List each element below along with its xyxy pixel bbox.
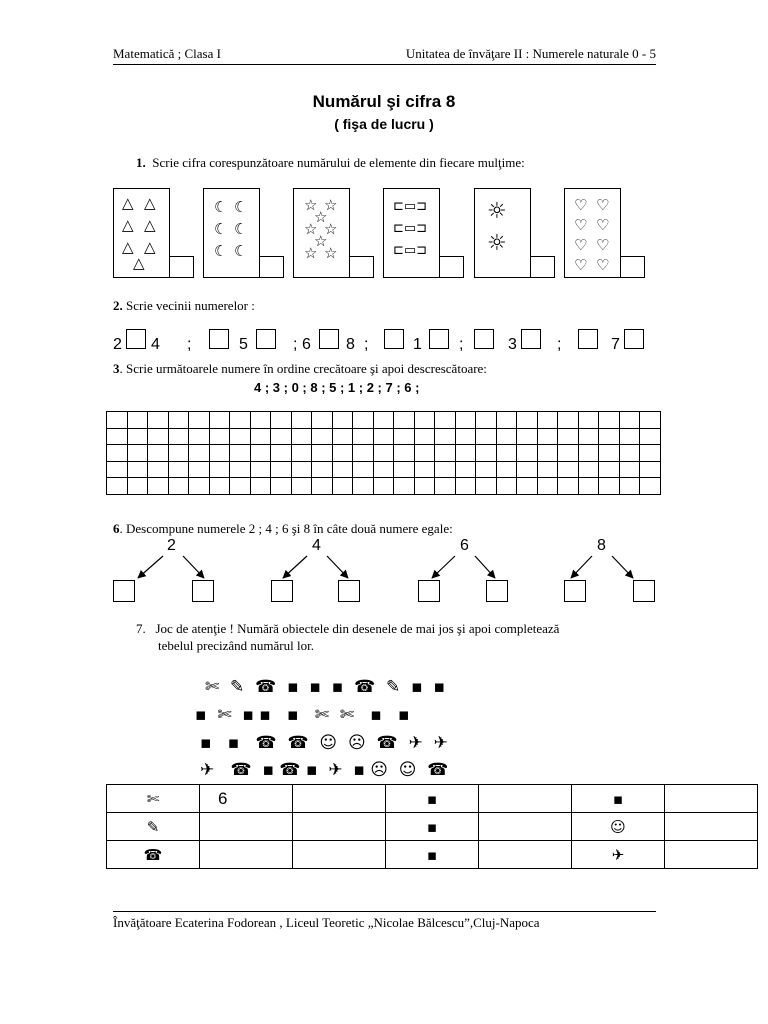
star-icon: ☆ [304, 196, 318, 214]
star-icon: ☆ [324, 196, 338, 214]
table-cell[interactable] [200, 841, 293, 869]
heart-icon: ♡ [574, 256, 588, 274]
sun-icon: ☼ [487, 231, 507, 256]
heart-icon: ♡ [596, 196, 610, 214]
heart-icon: ♡ [596, 236, 610, 254]
decompose-number: 4 [312, 537, 321, 554]
ex2-text: Scrie vecinii numerelor : [122, 298, 255, 313]
banner-icon: ⊏▭⊐ [393, 243, 428, 258]
heart-icon: ♡ [596, 256, 610, 274]
decompose-box[interactable] [192, 580, 214, 602]
moon-icon: ☾ [214, 242, 228, 260]
moon-icon: ☾ [234, 220, 248, 238]
neighbor-number: 8 [346, 336, 355, 353]
decompose-box[interactable] [564, 580, 586, 602]
separator: ; [364, 336, 369, 353]
table-cell[interactable]: 6 [200, 785, 293, 813]
ex1-text: Scrie cifra corespunzătoare numărului de elemente din fiecare mulţime: [152, 155, 525, 170]
table-row [107, 841, 758, 869]
table-cell: ☺ [572, 813, 665, 841]
page-title: Numărul şi cifra 8 [312, 92, 456, 111]
table-cell: ▪ [386, 841, 479, 869]
triangle-icon: △ [144, 238, 156, 256]
decompose-box[interactable] [338, 580, 360, 602]
ex6-number: 6 [113, 521, 120, 536]
decompose-number: 8 [597, 537, 606, 554]
star-icon: ☆ [304, 220, 318, 238]
ex3-numbers: 4 ; 3 ; 0 ; 8 ; 5 ; 1 ; 2 ; 7 ; 6 ; [254, 380, 420, 395]
decompose-box[interactable] [113, 580, 135, 602]
star-icon: ☆ [314, 232, 328, 250]
ex6-text: . Descompune numerele 2 ; 4 ; 6 şi 8 în câte două numere egale: [119, 521, 453, 536]
ex7-instruction [136, 621, 559, 637]
ex1-number: 1. [136, 155, 146, 170]
decompose-number: 2 [167, 537, 176, 554]
ex2-number: 2. [113, 298, 123, 313]
heart-icon: ♡ [574, 216, 588, 234]
decompose-box[interactable] [271, 580, 293, 602]
separator: ; [187, 336, 192, 353]
table-cell: ▪ [386, 813, 479, 841]
heart-icon: ♡ [596, 216, 610, 234]
table-cell: ▪ [386, 785, 479, 813]
moon-icon: ☾ [214, 220, 228, 238]
ex3-text: . Scrie următoarele numere în ordine crecătoare şi apoi descrescătoare: [119, 361, 487, 376]
neighbor-number: 3 [508, 336, 517, 353]
ex7-line2: tebelul precizând numărul lor. [158, 638, 314, 653]
banner-icon: ⊏▭⊐ [393, 221, 428, 236]
decompose-box[interactable] [486, 580, 508, 602]
objects-row: ✈ ☎ ▪ ☎ ▪ ✈ ▪ ☹ ☺ ☎ [200, 760, 449, 780]
table-cell[interactable] [293, 813, 386, 841]
triangle-icon: △ [144, 216, 156, 234]
header-right: Unitatea de învăţare II : Numerele naturale 0 - 5 [405, 46, 656, 61]
table-cell[interactable] [479, 785, 572, 813]
ex7-line1: Joc de atenţie ! Numără obiectele din desenele de mai jos şi apoi completează [155, 621, 560, 636]
objects-row: ▪ ▪ ☎ ☎ ☺ ☹ ☎ ✈ ✈ [200, 733, 448, 753]
table-cell: ☎ [107, 841, 200, 869]
table-cell[interactable] [479, 841, 572, 869]
neighbor-number: 7 [611, 336, 620, 353]
table-cell[interactable] [479, 813, 572, 841]
triangle-icon: △ [144, 194, 156, 212]
table-cell: ▪ [572, 785, 665, 813]
moon-icon: ☾ [214, 198, 228, 216]
separator: ; [459, 336, 464, 353]
moon-icon: ☾ [234, 242, 248, 260]
objects-row: ✄ ✎ ☎ ▪ ▪ ▪ ☎ ✎ ▪ ▪ [205, 677, 445, 697]
separator: ; [293, 336, 298, 353]
neighbor-number: 4 [151, 336, 160, 353]
table-cell[interactable] [665, 813, 758, 841]
decompose-number: 6 [460, 537, 469, 554]
ex3-number: 3 [113, 361, 120, 376]
triangle-icon: △ [122, 238, 134, 256]
star-icon: ☆ [304, 244, 318, 262]
neighbor-number: 6 [302, 336, 311, 353]
decompose-box[interactable] [418, 580, 440, 602]
triangle-icon: △ [122, 216, 134, 234]
moon-icon: ☾ [234, 198, 248, 216]
star-icon: ☆ [324, 220, 338, 238]
neighbor-number: 1 [413, 336, 422, 353]
header-left: Matematică ; Clasa I [113, 46, 221, 61]
neighbor-number: 2 [113, 336, 122, 353]
table-cell[interactable] [665, 841, 758, 869]
decompose-box[interactable] [633, 580, 655, 602]
sun-icon: ☼ [487, 199, 507, 224]
heart-icon: ♡ [574, 196, 588, 214]
objects-row: ▪ ✄ ▪ ▪ ▪ ✄ ✄ ▪ ▪ [195, 705, 410, 725]
star-icon: ☆ [314, 208, 328, 226]
table-cell[interactable] [665, 785, 758, 813]
heart-icon: ♡ [574, 236, 588, 254]
triangle-icon: △ [133, 254, 145, 272]
footer-rule [113, 911, 656, 912]
table-cell[interactable] [200, 813, 293, 841]
neighbor-number: 5 [239, 336, 248, 353]
star-icon: ☆ [324, 244, 338, 262]
count-table [106, 784, 758, 869]
banner-icon: ⊏▭⊐ [393, 199, 428, 214]
page-subtitle: ( fişa de lucru ) [334, 116, 434, 132]
table-row [107, 813, 758, 841]
table-cell: ✈ [572, 841, 665, 869]
table-cell[interactable] [293, 841, 386, 869]
ex7-number: 7. [136, 621, 146, 636]
table-cell: ✎ [107, 813, 200, 841]
table-row [107, 785, 758, 813]
footer-text: Învăţătoare Ecaterina Fodorean , Liceul Teoretic „Nicolae Bălcescu”,Cluj-Napoca [113, 915, 540, 930]
separator: ; [557, 336, 562, 353]
table-cell: ✄ [107, 785, 200, 813]
triangle-icon: △ [122, 194, 134, 212]
table-cell[interactable] [293, 785, 386, 813]
